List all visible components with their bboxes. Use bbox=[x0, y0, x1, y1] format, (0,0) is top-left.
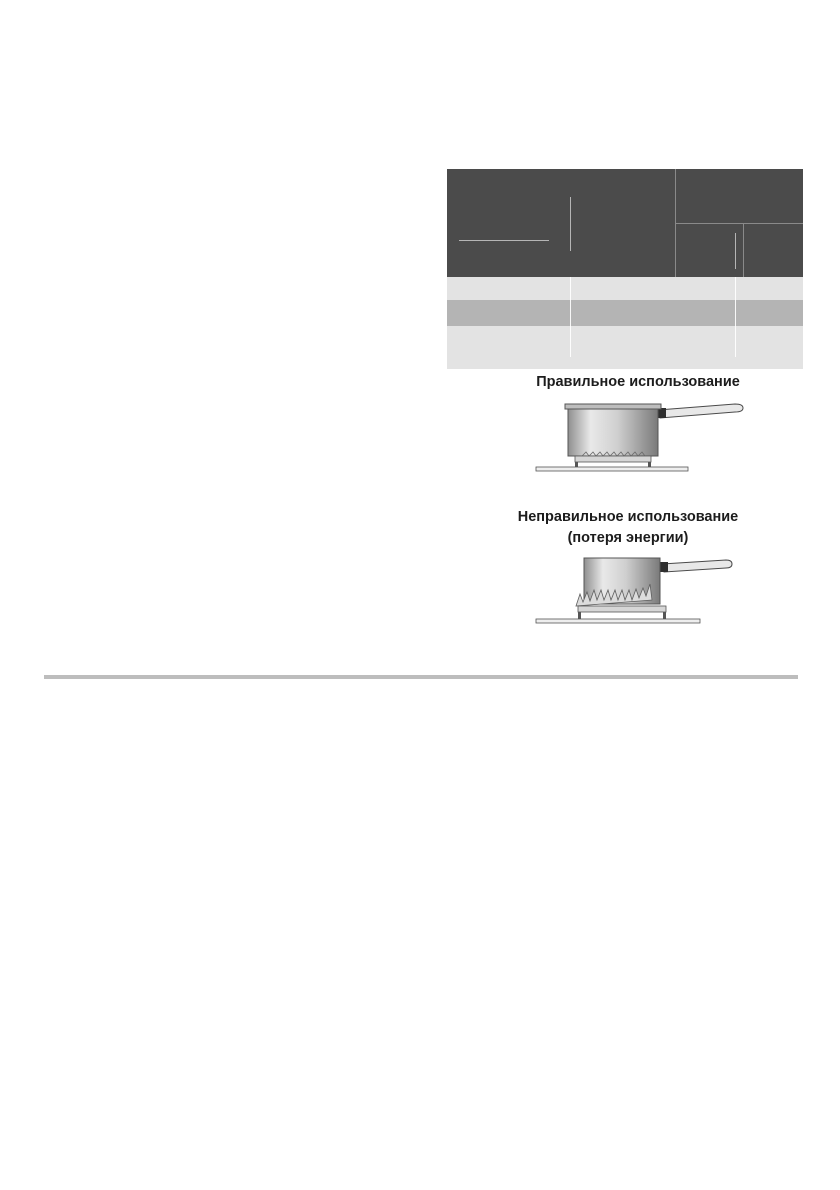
header-rule bbox=[459, 240, 549, 241]
table-header bbox=[447, 169, 803, 277]
incorrect-usage-caption-line2: (потеря энергии) bbox=[567, 530, 689, 546]
incorrect-usage-caption-line1: Неправильное использование bbox=[517, 509, 739, 525]
section-divider bbox=[44, 675, 798, 679]
correct-usage-caption: Правильное использование bbox=[536, 374, 740, 390]
incorrect-usage-caption bbox=[458, 507, 798, 549]
header-divider bbox=[570, 197, 571, 251]
table-row bbox=[447, 300, 803, 326]
table-row bbox=[447, 277, 803, 300]
column-separator bbox=[570, 277, 571, 357]
incorrect-usage-illustration bbox=[530, 556, 750, 628]
burner-table bbox=[447, 169, 803, 369]
header-divider bbox=[743, 224, 744, 277]
header-rule bbox=[676, 223, 803, 224]
header-divider bbox=[735, 233, 736, 269]
correct-usage-illustration bbox=[530, 396, 750, 474]
column-separator bbox=[735, 277, 736, 357]
table-row bbox=[447, 326, 803, 369]
